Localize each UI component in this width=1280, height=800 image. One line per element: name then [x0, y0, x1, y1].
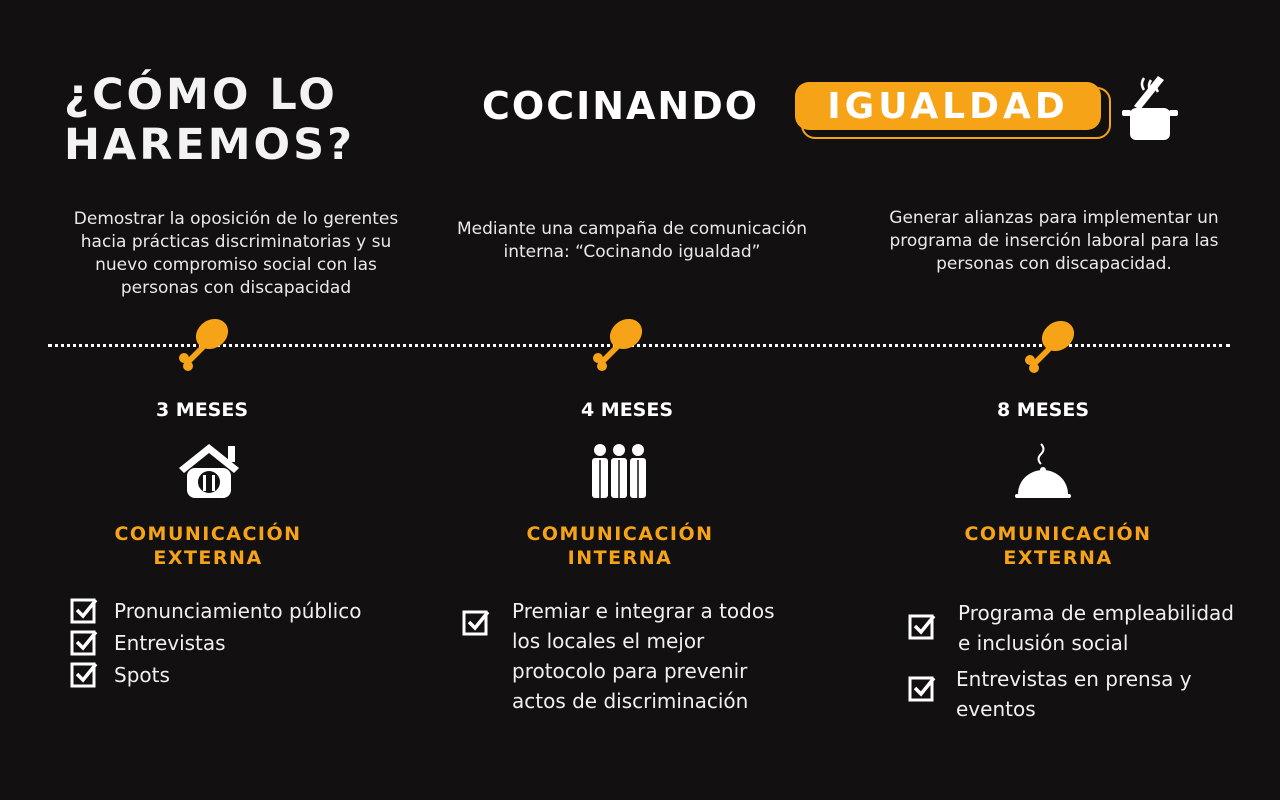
checkbox-checked-icon	[70, 660, 98, 688]
action-list-2	[462, 596, 782, 716]
checkbox-checked-icon	[70, 628, 98, 656]
list-item	[462, 596, 782, 716]
list-item	[908, 598, 1248, 658]
action-list-3	[908, 598, 1248, 724]
chicken-leg-icon	[172, 316, 232, 376]
serving-cloche-icon	[1008, 440, 1078, 502]
chicken-leg-icon	[1018, 318, 1078, 378]
list-item-text: Premiar e integrar a todos los locales el mejor protocolo para prevenir actos de discriminación	[512, 599, 775, 713]
list-item-text: Spots	[114, 663, 170, 687]
list-item-text: Programa de empleabilidad e inclusión social	[958, 601, 1234, 655]
category-3: COMUNICACIÓN EXTERNA	[964, 523, 1152, 569]
list-item	[908, 664, 1248, 724]
description-2: Mediante una campaña de comunicación interna: “Cocinando igualdad”	[456, 219, 808, 262]
checkbox-checked-icon	[70, 596, 98, 624]
brand-highlight	[795, 82, 1101, 130]
list-item	[70, 628, 400, 658]
list-item-text: Entrevistas	[114, 631, 226, 655]
team-icon	[584, 440, 654, 502]
list-item-text: Pronunciamiento público	[114, 599, 362, 623]
checkbox-checked-icon	[908, 674, 936, 702]
cooking-pot-icon	[1120, 68, 1182, 144]
restaurant-house-icon	[174, 440, 244, 502]
category-1: COMUNICACIÓN EXTERNA	[114, 523, 302, 569]
brand-highlight-text: IGUALDAD	[827, 85, 1069, 127]
brand-word: COCINANDO	[482, 84, 760, 128]
list-item-text: Entrevistas en prensa y eventos	[956, 667, 1192, 721]
action-list-1	[70, 596, 400, 690]
category-2: COMUNICACIÓN INTERNA	[526, 523, 714, 569]
chicken-leg-icon	[586, 316, 646, 376]
description-1: Demostrar la oposición de lo gerentes hacia prácticas discriminatorias y su nuevo compromiso social con las personas con discapacidad	[73, 209, 399, 298]
list-item	[70, 660, 400, 690]
checkbox-checked-icon	[462, 608, 490, 636]
description-3: Generar alianzas para implementar un programa de inserción laboral para las personas con discapacidad.	[889, 208, 1219, 274]
checkbox-checked-icon	[908, 612, 936, 640]
list-item	[70, 596, 400, 626]
duration-3: 8 MESES	[996, 399, 1090, 421]
duration-2: 4 MESES	[580, 399, 674, 421]
page-title: ¿CÓMO LO HAREMOS?	[64, 70, 356, 170]
duration-1: 3 MESES	[155, 399, 249, 421]
